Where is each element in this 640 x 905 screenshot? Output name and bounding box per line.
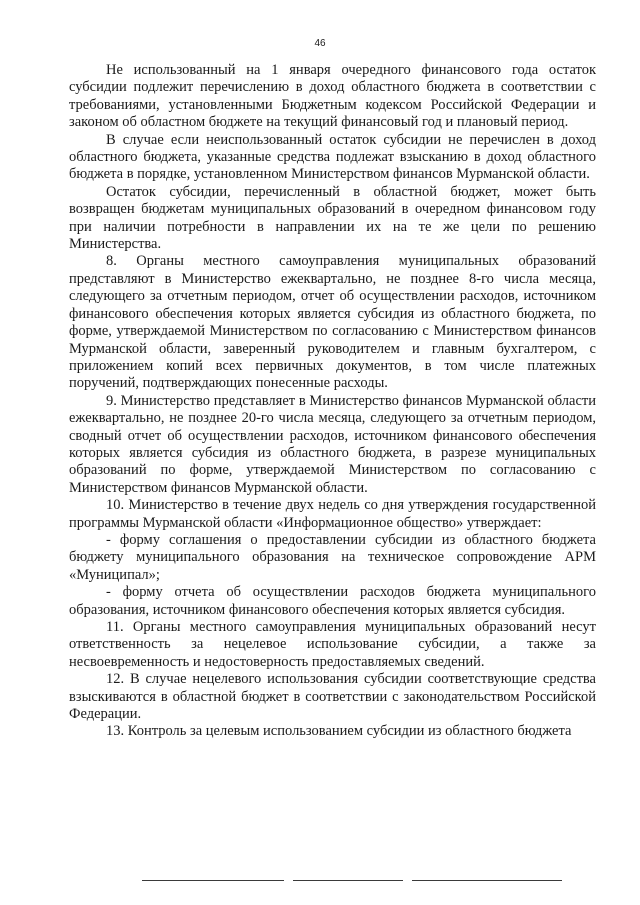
- paragraph-report-form: - форму отчета об осуществлении расходов бюджета муниципального образования, источником финансового обеспечения которых является субсидия.: [69, 584, 596, 618]
- footer-rule: [142, 880, 284, 881]
- paragraph-item-11: 11. Органы местного самоуправления муниципальных образований несут ответственность за нецелевое использование субсидии, а также за несвоевременность и недостоверность предоставляемых сведений.: [69, 619, 596, 670]
- paragraph-unused-balance: Не использованный на 1 января очередного финансового года остаток субсидии подлежит перечислению в доход областного бюджета в соответствии с требованиями, установленными Бюджетным кодексом Российской Федерации и законом об областном бюджете на текущий финансовый год и плановый период.: [69, 62, 596, 131]
- paragraph-item-10: 10. Министерство в течение двух недель со дня утверждения государственной программы Мурманской области «Информационное общество» утверждает:: [69, 497, 596, 531]
- paragraph-item-13: 13. Контроль за целевым использованием субсидии из областного бюджета: [106, 723, 572, 740]
- paragraph-return: Остаток субсидии, перечисленный в областной бюджет, может быть возвращен бюджетам муниципальных образований в очередном финансовом году при наличии потребности в направлении их на те же цели по решению Министерства.: [69, 183, 596, 253]
- paragraph-item-12: 12. В случае нецелевого использования субсидии соответствующие средства взыскиваются в областной бюджет в соответствии с законодательством Российской Федерации.: [69, 671, 596, 723]
- footer-rule: [412, 880, 562, 881]
- paragraph-item-8: 8. Органы местного самоуправления муниципальных образований представляют в Министерство ежеквартально, не позднее 8-го числа месяца, следующего за отчетным периодом, отчет об осуществлении расходов, источником финансового обеспечения которых является субсидия из областного бюджета, по форме, утверждаемой Министерством по согласованию с Министерством финансов Мурманской области, заверенный руководителем и главным бухгалтером, с приложением копий всех первичных документов, в том числе платежных поручений, подтверждающих понесенные расходы.: [69, 253, 596, 392]
- page-number: 46: [314, 38, 326, 49]
- paragraph-item-9: 9. Министерство представляет в Министерство финансов Мурманской области ежеквартально, не позднее 20-го числа месяца, следующего за отчетным периодом, сводный отчет об осуществлении расходов, источником финансового обеспечения которых является субсидия из областного бюджета, в разрезе муниципальных образований по форме, утверждаемой Министерством по согласованию с Министерством финансов Мурманской области.: [69, 392, 596, 496]
- footer-rule: [293, 880, 403, 881]
- paragraph-agreement-form: - форму соглашения о предоставлении субсидии из областного бюджета бюджету муниципального образования на техническое сопровождение АРМ «Муниципал»;: [69, 531, 596, 583]
- paragraph-recovery: В случае если неиспользованный остаток субсидии не перечислен в доход областного бюджета, указанные средства подлежат взысканию в доход областного бюджета в порядке, установленном Министерством финансов Мурманской области.: [69, 131, 596, 183]
- document-body: [69, 62, 596, 741]
